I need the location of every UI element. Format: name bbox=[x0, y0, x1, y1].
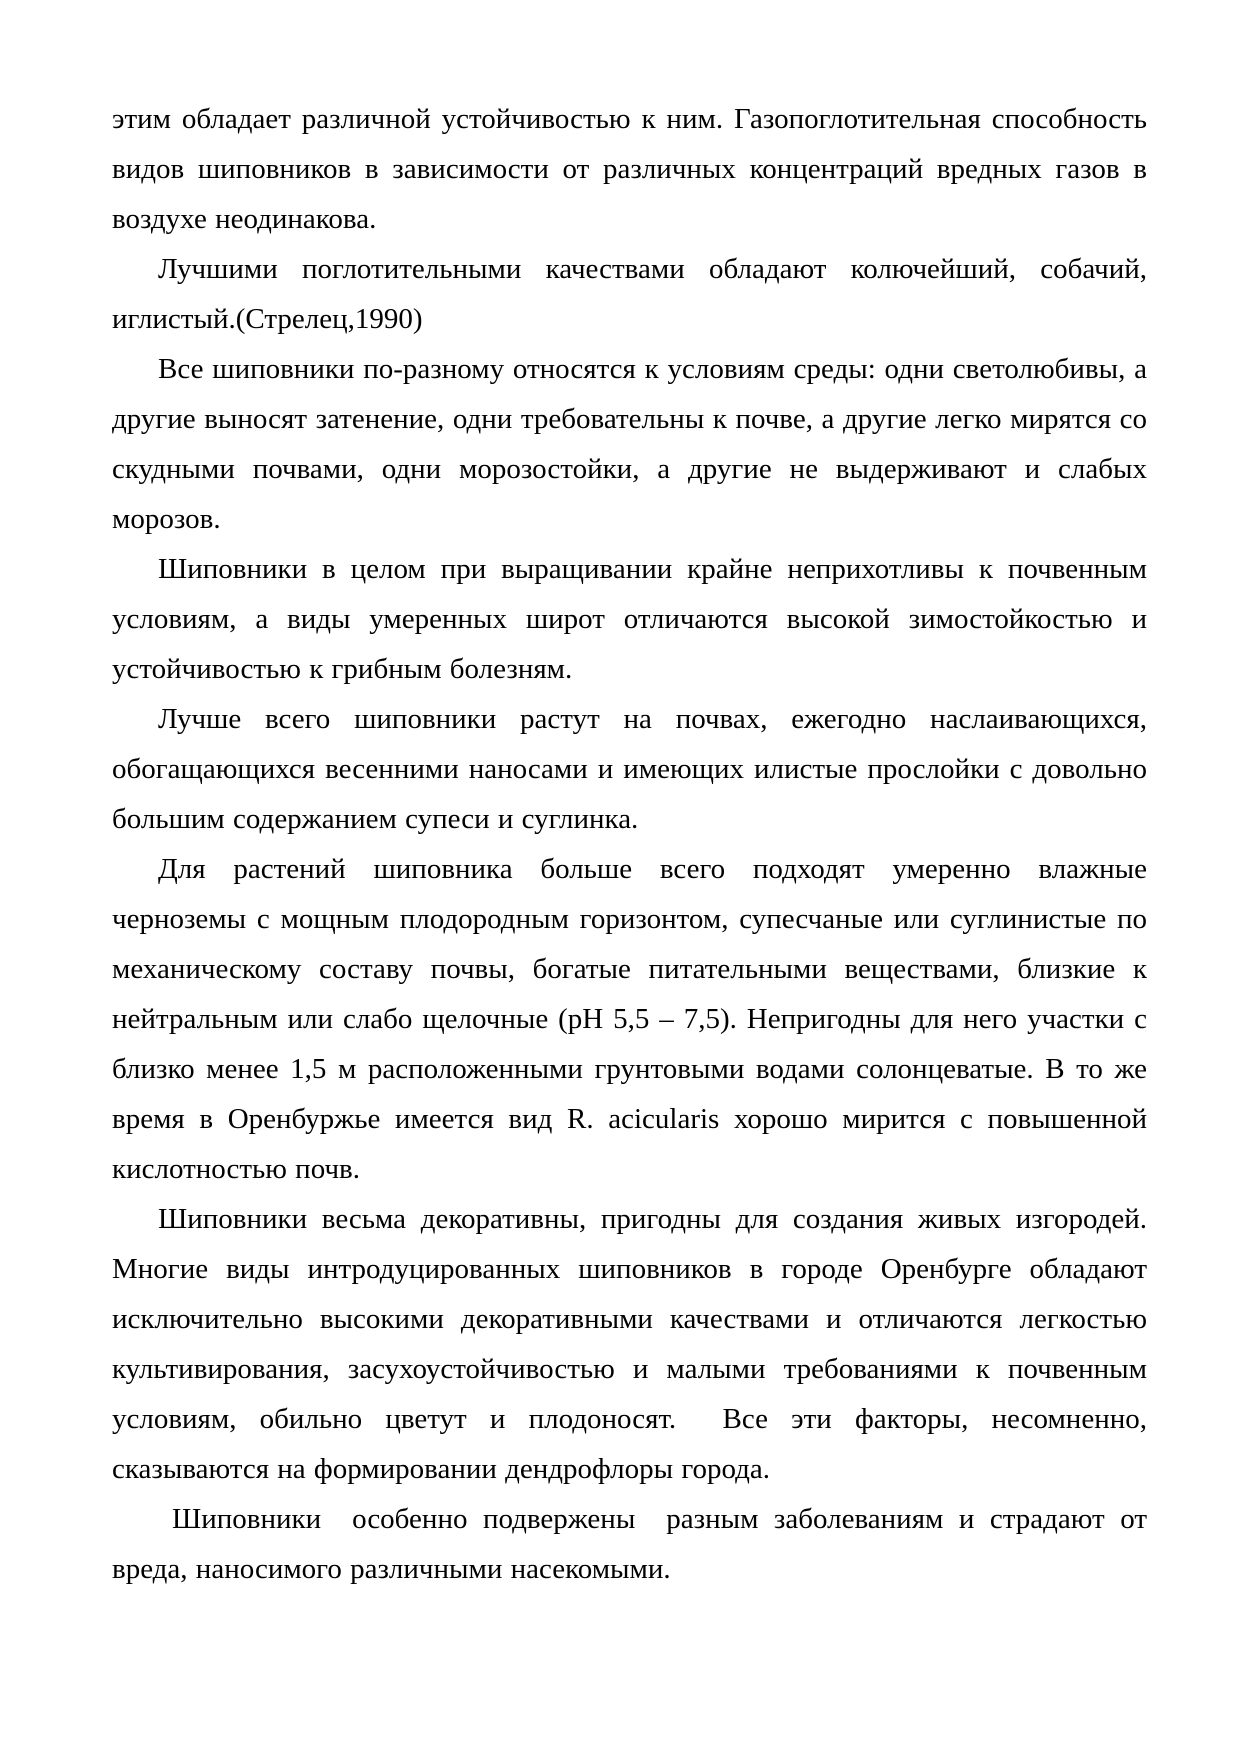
paragraph-best-soils: Лучше всего шиповники растут на почвах, ежегодно наслаивающихся, обогащающихся весенними наносами и имеющих илистые прослойки с довольно большим содержанием супеси и суглинка. bbox=[112, 703, 1147, 835]
paragraph-diseases-insects: Шиповники особенно подвержены разным заболеваниям и страдают от вреда, наносимого различными насекомыми. bbox=[112, 1503, 1147, 1585]
paragraph-gas-absorption: этим обладает различной устойчивостью к ним. Газопоглотительная способность видов шиповников в зависимости от различных концентраций вредных газов в воздухе неодинакова. bbox=[112, 103, 1147, 235]
paragraph-decorative-qualities: Шиповники весьма декоративны, пригодны для создания живых изгородей. Многие виды интродуцированных шиповников в городе Оренбурге обладают исключительно высокими декоративными качествами и отличаются легкостью культивирования, засухоустойчивостью и малыми требованиями к почвенным условиям, обильно цветут и плодоносят. Все эти факторы, несомненно, сказываются на формировании дендрофлоры города. bbox=[112, 1203, 1147, 1485]
paragraph-soil-unpretentious: Шиповники в целом при выращивании крайне неприхотливы к почвенным условиям, а виды умеренных широт отличаются высокой зимостойкостью и устойчивостью к грибным болезням. bbox=[112, 553, 1147, 685]
paragraph-best-absorbers: Лучшими поглотительными качествами обладают колючейший, собачий, иглистый.(Стрелец,1990) bbox=[112, 253, 1147, 335]
paragraph-environment-conditions: Все шиповники по-разному относятся к условиям среды: одни светолюбивы, а другие выносят затенение, одни требовательны к почве, а другие легко мирятся со скудными почвами, одни морозостойки, а другие не выдерживают и слабых морозов. bbox=[112, 353, 1147, 535]
paragraph-suitable-chernozem: Для растений шиповника больше всего подходят умеренно влажные черноземы с мощным плодородным горизонтом, супесчаные или суглинистые по механическому составу почвы, богатые питательными веществами, близкие к нейтральным или слабо щелочные (pH 5,5 – 7,5). Непригодны для него участки с близко менее 1,5 м расположенными грунтовыми водами солонцеватые. В то же время в Оренбуржье имеется вид R. acicularis хорошо мирится с повышенной кислотностью почв. bbox=[112, 853, 1147, 1185]
